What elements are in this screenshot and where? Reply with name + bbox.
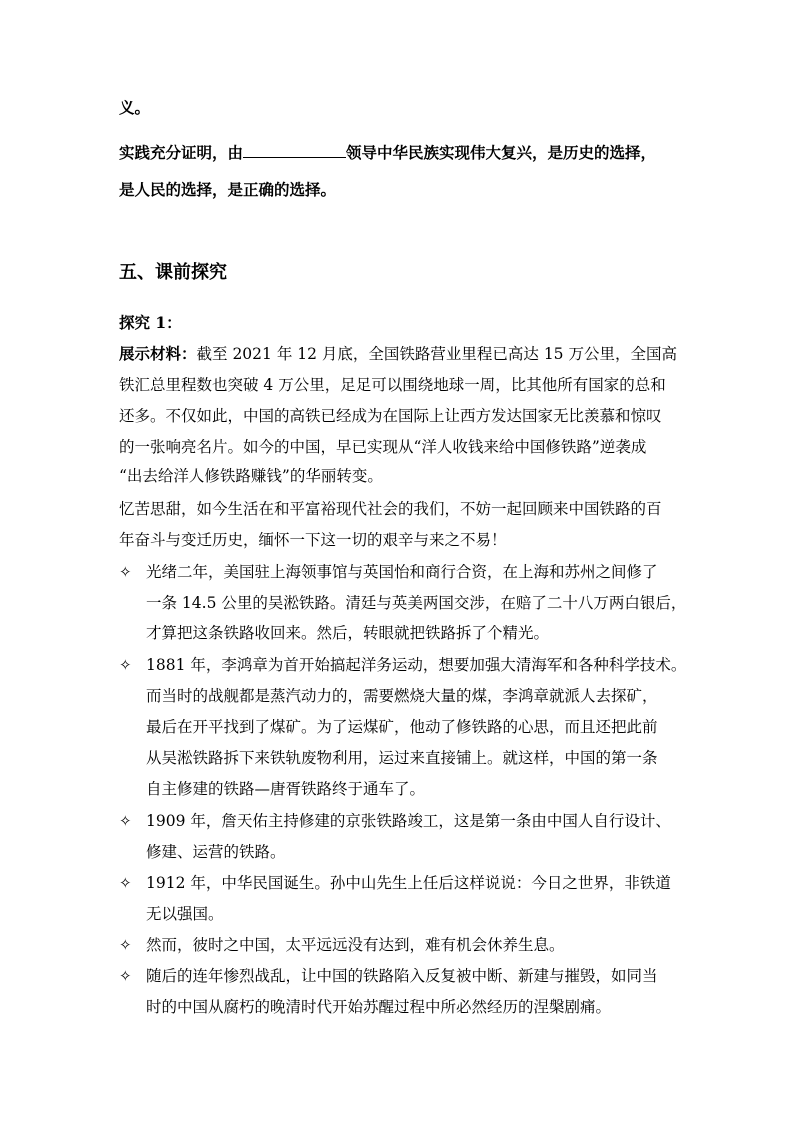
bullet-icon: ✧ xyxy=(119,874,132,892)
bullet-2-line-4: 从吴淞铁路拆下来铁轨废物利用，运过来直接铺上。就这样，中国的第一条 xyxy=(146,749,658,767)
material-line-5: “出去给洋人修铁路赚钱”的华丽转变。 xyxy=(119,467,383,485)
bullet-1-line-1: 光绪二年，美国驻上海领事馆与英国怡和商行合资，在上海和苏州之间修了 xyxy=(146,563,658,581)
bullet-2-line-5: 自主修建的铁路—唐胥铁路终于通车了。 xyxy=(146,780,426,798)
bullet-icon: ✧ xyxy=(119,967,132,985)
bullet-2-line-2: 而当时的战舰都是蒸汽动力的，需要燃烧大量的煤，李鸿章就派人去探矿， xyxy=(146,687,658,705)
bullet-icon: ✧ xyxy=(119,812,132,830)
intro-line-2: 年奋斗与变迁历史，缅怀一下这一切的艰辛与来之不易！ xyxy=(119,531,507,549)
bullet-2-line-3: 最后在开平找到了煤矿。为了运煤矿，他动了修铁路的心思，而且还把此前 xyxy=(146,718,658,736)
bullet-icon: ✧ xyxy=(119,563,132,581)
bullet-4-line-1: 1912 年，中华民国诞生。孙中山先生上任后这样说说：今日之世界，非铁道 xyxy=(146,874,671,892)
bullet-icon: ✧ xyxy=(119,656,132,674)
fill-in-blank[interactable] xyxy=(243,143,346,158)
inquiry-label: 探究 1： xyxy=(119,313,182,332)
bullet-5-line-1: 然而，彼时之中国，太平远远没有达到，难有机会休养生息。 xyxy=(146,936,565,954)
section-title: 五、课前探究 xyxy=(119,262,227,283)
conclusion-line-2-after: 领导中华民族实现伟大复兴，是历史的选择， xyxy=(346,143,657,162)
bullet-1-line-3: 才算把这条铁路收回来。然后，转眼就把铁路拆了个精光。 xyxy=(146,624,550,642)
material-label: 展示材料： xyxy=(119,344,197,363)
bullet-icon: ✧ xyxy=(119,936,132,954)
intro-line-1: 忆苦思甜，如今生活在和平富裕现代社会的我们，不妨一起回顾来中国铁路的百 xyxy=(119,500,662,518)
bullet-6-line-1: 随后的连年惨烈战乱，让中国的铁路陷入反复被中断、新建与摧毁，如同当 xyxy=(146,967,658,985)
material-line-1 xyxy=(119,344,677,364)
conclusion-line-2-before: 实践充分证明，由 xyxy=(119,143,244,162)
material-line-3: 还多。不仅如此，中国的高铁已经成为在国际上让西方发达国家无比羡慕和惊叹 xyxy=(119,407,662,425)
bullet-3-line-1: 1909 年，詹天佑主持修建的京张铁路竣工，这是第一条由中国人自行设计、 xyxy=(146,812,671,830)
bullet-2-line-1: 1881 年，李鸿章为首开始搞起洋务运动，想要加强大清海军和各种科学技术。 xyxy=(146,656,687,674)
material-line-2: 铁汇总里程数也突破 4 万公里，足足可以围绕地球一周，比其他所有国家的总和 xyxy=(119,376,666,394)
material-text-1: 截至 2021 年 12 月底，全国铁路营业里程已高达 15 万公里，全国高 xyxy=(196,345,677,363)
bullet-4-line-2: 无以强国。 xyxy=(146,905,224,923)
bullet-1-line-2: 一条 14.5 公里的吴淞铁路。清廷与英美两国交涉，在赔了二十八万两白银后， xyxy=(146,594,687,612)
conclusion-line-3: 是人民的选择，是正确的选择。 xyxy=(119,180,337,199)
conclusion-line-2 xyxy=(119,143,656,163)
conclusion-line-1: 义。 xyxy=(119,98,151,117)
material-line-4: 的一张响亮名片。如今的中国，早已实现从“洋人收钱来给中国修铁路”逆袭成 xyxy=(119,438,647,456)
bullet-6-line-2: 时的中国从腐朽的晚清时代开始苏醒过程中所必然经历的涅槃剧痛。 xyxy=(146,998,612,1016)
bullet-3-line-2: 修建、运营的铁路。 xyxy=(146,843,286,861)
